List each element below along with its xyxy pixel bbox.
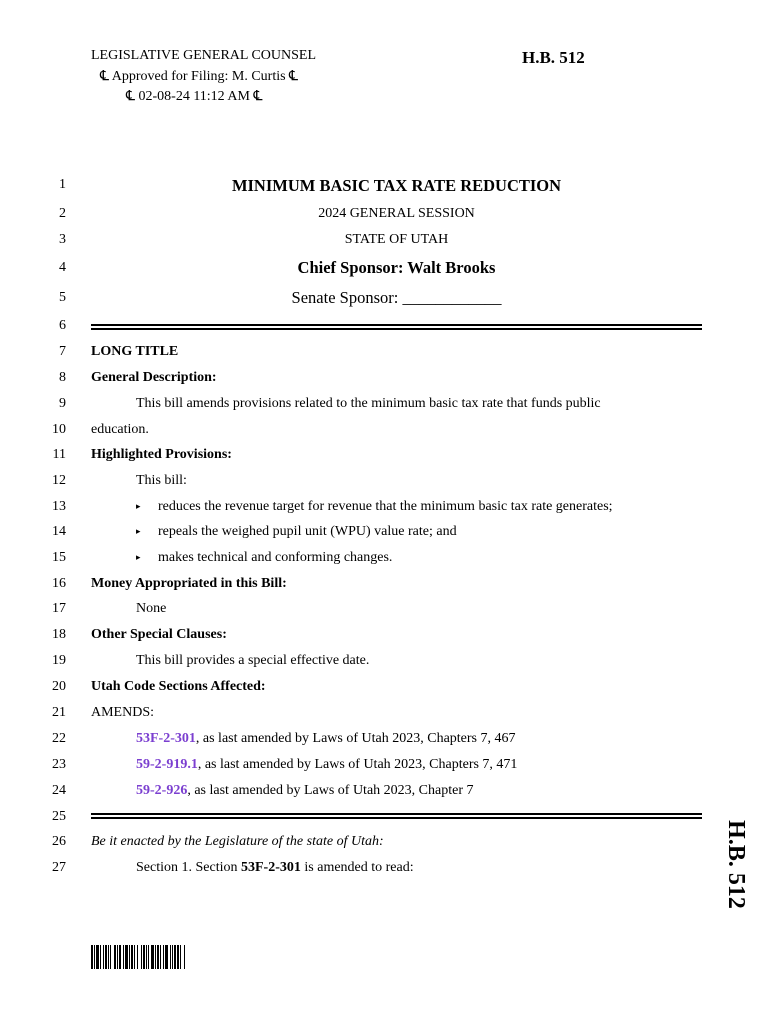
- section-1-heading: [136, 860, 414, 876]
- long-title-heading: LONG TITLE: [91, 344, 179, 359]
- line-number: 5: [59, 290, 66, 305]
- special-clauses-text: This bill provides a special effective date.: [136, 653, 370, 668]
- general-description-heading: General Description:: [91, 370, 217, 385]
- state-line: STATE OF UTAH: [344, 232, 449, 247]
- side-bill-label: [720, 815, 750, 913]
- line-number: 15: [52, 550, 66, 565]
- barcode-image: [91, 945, 231, 969]
- bullet-icon: ▸: [136, 552, 141, 562]
- amends-label: AMENDS:: [91, 705, 155, 720]
- section-1-prefix: Section 1. Section: [136, 860, 241, 875]
- section-1-suffix: is amended to read:: [300, 860, 414, 875]
- line-number: 21: [52, 705, 66, 720]
- line-number: 1: [59, 177, 66, 192]
- amendment-note: , as last amended by Laws of Utah 2023, Chapters 7, 467: [195, 731, 516, 746]
- approval-timestamp: ℄ 02-08-24 11:12 AM ℄: [126, 89, 263, 104]
- special-clauses-heading: Other Special Clauses:: [91, 627, 227, 642]
- bullet-icon: ▸: [136, 526, 141, 536]
- section-1-cite: 53F-2-301: [241, 860, 301, 875]
- list-item: [136, 550, 392, 566]
- line-number: 27: [52, 860, 66, 875]
- bullet-text: repeals the weighed pupil unit (WPU) value rate; and: [158, 524, 457, 539]
- list-item: [136, 524, 457, 540]
- this-bill-label: This bill:: [136, 473, 187, 488]
- line-number: 23: [52, 757, 66, 772]
- side-bill-number: H.B. 512: [722, 819, 749, 909]
- chief-sponsor: Chief Sponsor: Walt Brooks: [297, 258, 496, 277]
- line-number: 2: [59, 206, 66, 221]
- line-number: 11: [52, 447, 66, 462]
- line-number: 10: [52, 422, 66, 437]
- amended-section-row: [136, 757, 517, 773]
- money-appropriated-value: None: [136, 601, 167, 616]
- amendment-note: , as last amended by Laws of Utah 2023, Chapter 7: [187, 783, 474, 798]
- line-number: 4: [59, 260, 66, 275]
- highlighted-provisions-heading: Highlighted Provisions:: [91, 447, 232, 462]
- line-number: 22: [52, 731, 66, 746]
- general-description-text-cont: education.: [91, 422, 149, 437]
- line-number: 8: [59, 370, 66, 385]
- double-rule-top: [91, 324, 702, 330]
- line-number: 26: [52, 834, 66, 849]
- line-number: 20: [52, 679, 66, 694]
- bullet-text: reduces the revenue target for revenue that the minimum basic tax rate generates;: [158, 499, 613, 514]
- session-line: 2024 GENERAL SESSION: [318, 206, 475, 221]
- bill-title: MINIMUM BASIC TAX RATE REDUCTION: [231, 176, 562, 195]
- enacting-clause: Be it enacted by the Legislature of the state of Utah:: [91, 834, 384, 849]
- line-number: 6: [59, 318, 66, 333]
- line-number: 9: [59, 396, 66, 411]
- code-section-link[interactable]: 59-2-926: [136, 783, 188, 798]
- bullet-icon: ▸: [136, 501, 141, 511]
- line-number: 18: [52, 627, 66, 642]
- money-appropriated-heading: Money Appropriated in this Bill:: [91, 576, 287, 591]
- office-name: LEGISLATIVE GENERAL COUNSEL: [91, 48, 317, 63]
- bullet-text: makes technical and conforming changes.: [158, 550, 393, 565]
- line-number: 14: [52, 524, 66, 539]
- line-number: 12: [52, 473, 66, 488]
- code-sections-heading: Utah Code Sections Affected:: [91, 679, 266, 694]
- amended-section-row: [136, 783, 473, 799]
- line-number: 16: [52, 576, 66, 591]
- line-number: 19: [52, 653, 66, 668]
- line-number: 25: [52, 809, 66, 824]
- line-number: 24: [52, 783, 66, 798]
- amendment-note: , as last amended by Laws of Utah 2023, Chapters 7, 471: [197, 757, 518, 772]
- amended-section-row: [136, 731, 516, 747]
- line-number: 13: [52, 499, 66, 514]
- approval-line: ℄ Approved for Filing: M. Curtis ℄: [100, 69, 299, 84]
- double-rule-bottom: [91, 813, 702, 819]
- line-number: 17: [52, 601, 66, 616]
- senate-sponsor: Senate Sponsor: ____________: [291, 288, 502, 307]
- code-section-link[interactable]: 53F-2-301: [136, 731, 196, 746]
- bill-number: H.B. 512: [522, 48, 585, 67]
- line-number: 7: [59, 344, 66, 359]
- general-description-text: This bill amends provisions related to the minimum basic tax rate that funds public: [136, 396, 601, 411]
- line-number: 3: [59, 232, 66, 247]
- list-item: [136, 499, 613, 515]
- code-section-link[interactable]: 59-2-919.1: [136, 757, 198, 772]
